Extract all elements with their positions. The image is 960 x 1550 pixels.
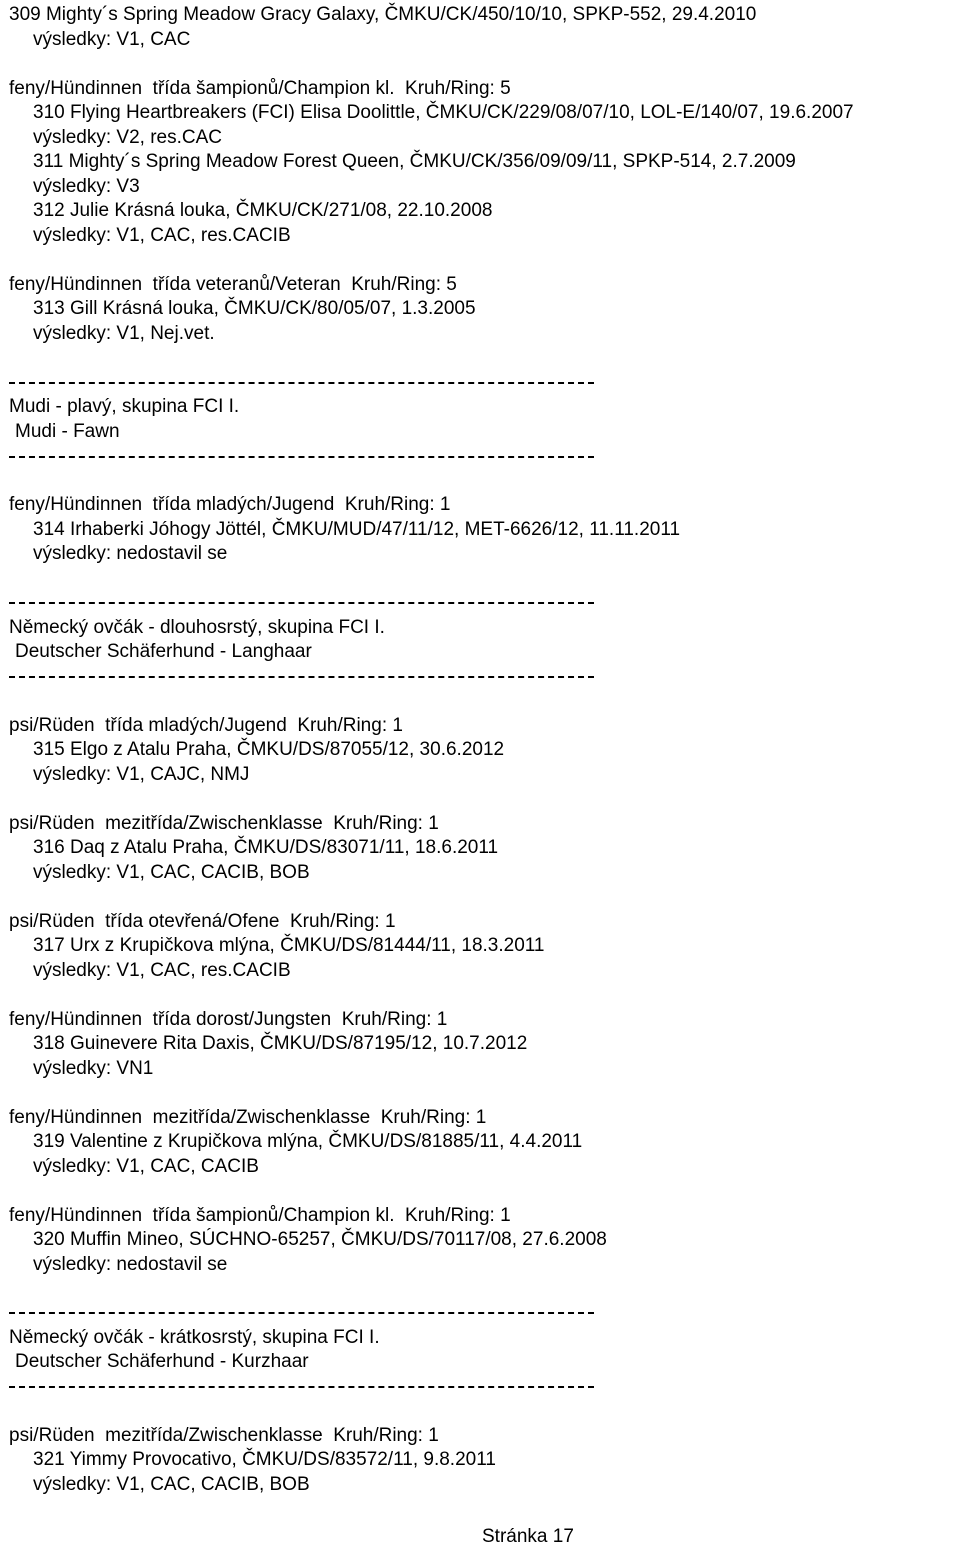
entry-317: 317 Urx z Krupičkova mlýna, ČMKU/DS/81444/11, 18.3.2011 bbox=[33, 935, 545, 956]
result-318: výsledky: VN1 bbox=[33, 1058, 154, 1079]
breed-heading-mudi: Mudi - plavý, skupina FCI I. bbox=[9, 396, 240, 417]
entry-310: 310 Flying Heartbreakers (FCI) Elisa Doolittle, ČMKU/CK/229/08/07/10, LOL-E/140/07, 19.6.2007 bbox=[33, 102, 854, 123]
class-heading-champion-females: feny/Hündinnen třída šampionů/Champion kl. Kruh/Ring: 1 bbox=[9, 1205, 511, 1226]
entry-315: 315 Elgo z Atalu Praha, ČMKU/DS/87055/12, 30.6.2012 bbox=[33, 739, 505, 760]
class-heading-jugend-males: psi/Rüden třída mladých/Jugend Kruh/Ring: 1 bbox=[9, 715, 403, 736]
result-319: výsledky: V1, CAC, CACIB bbox=[33, 1156, 259, 1177]
entry-318: 318 Guinevere Rita Daxis, ČMKU/DS/87195/12, 10.7.2012 bbox=[33, 1033, 528, 1054]
entry-312: 312 Julie Krásná louka, ČMKU/CK/271/08, 22.10.2008 bbox=[33, 200, 493, 221]
result-315: výsledky: V1, CAJC, NMJ bbox=[33, 764, 250, 785]
entry-311: 311 Mighty´s Spring Meadow Forest Queen, ČMKU/CK/356/09/09/11, SPKP-514, 2.7.2009 bbox=[33, 151, 796, 172]
breed-heading-gsd-short: Německý ovčák - krátkosrstý, skupina FCI I. bbox=[9, 1327, 380, 1348]
breed-subheading-gsd-short: Deutscher Schäferhund - Kurzhaar bbox=[15, 1351, 309, 1372]
class-heading-zwischen-males: psi/Rüden mezitřída/Zwischenklasse Kruh/Ring: 1 bbox=[9, 813, 439, 834]
class-heading-jungsten: feny/Hündinnen třída dorost/Jungsten Kruh/Ring: 1 bbox=[9, 1009, 448, 1030]
breed-heading-gsd-long: Německý ovčák - dlouhosrstý, skupina FCI I. bbox=[9, 617, 385, 638]
breed-subheading-gsd-long: Deutscher Schäferhund - Langhaar bbox=[15, 641, 312, 662]
section-divider bbox=[9, 382, 594, 384]
class-heading-champion: feny/Hündinnen třída šampionů/Champion kl. Kruh/Ring: 5 bbox=[9, 78, 511, 99]
section-divider bbox=[9, 1312, 594, 1314]
result-320: výsledky: nedostavil se bbox=[33, 1254, 228, 1275]
entry-321: 321 Yimmy Provocativo, ČMKU/DS/83572/11, 9.8.2011 bbox=[33, 1449, 496, 1470]
entry-320: 320 Muffin Mineo, SÚCHNO-65257, ČMKU/DS/70117/08, 27.6.2008 bbox=[33, 1229, 607, 1250]
class-heading-veteran: feny/Hündinnen třída veteranů/Veteran Kruh/Ring: 5 bbox=[9, 274, 457, 295]
class-heading-zwischen-females: feny/Hündinnen mezitřída/Zwischenklasse Kruh/Ring: 1 bbox=[9, 1107, 487, 1128]
page-number: Stránka 17 bbox=[482, 1526, 574, 1547]
result-311: výsledky: V3 bbox=[33, 176, 140, 197]
result-312: výsledky: V1, CAC, res.CACIB bbox=[33, 225, 291, 246]
result-316: výsledky: V1, CAC, CACIB, BOB bbox=[33, 862, 310, 883]
breed-subheading-mudi: Mudi - Fawn bbox=[15, 421, 120, 442]
class-heading-jugend: feny/Hündinnen třída mladých/Jugend Kruh/Ring: 1 bbox=[9, 494, 451, 515]
entry-309: 309 Mighty´s Spring Meadow Gracy Galaxy, ČMKU/CK/450/10/10, SPKP-552, 29.4.2010 bbox=[9, 4, 757, 25]
section-divider bbox=[9, 602, 594, 604]
result-313: výsledky: V1, Nej.vet. bbox=[33, 323, 215, 344]
class-heading-zwischen-males-short: psi/Rüden mezitřída/Zwischenklasse Kruh/Ring: 1 bbox=[9, 1425, 439, 1446]
entry-314: 314 Irhaberki Jóhogy Jöttél, ČMKU/MUD/47/11/12, MET-6626/12, 11.11.2011 bbox=[33, 519, 681, 540]
entry-313: 313 Gill Krásná louka, ČMKU/CK/80/05/07, 1.3.2005 bbox=[33, 298, 476, 319]
section-divider bbox=[9, 676, 594, 678]
entry-316: 316 Daq z Atalu Praha, ČMKU/DS/83071/11, 18.6.2011 bbox=[33, 837, 499, 858]
section-divider bbox=[9, 1386, 594, 1388]
result-309: výsledky: V1, CAC bbox=[33, 29, 191, 50]
section-divider bbox=[9, 456, 594, 458]
result-314: výsledky: nedostavil se bbox=[33, 543, 228, 564]
result-321: výsledky: V1, CAC, CACIB, BOB bbox=[33, 1474, 310, 1495]
result-317: výsledky: V1, CAC, res.CACIB bbox=[33, 960, 291, 981]
class-heading-open-males: psi/Rüden třída otevřená/Ofene Kruh/Ring: 1 bbox=[9, 911, 396, 932]
result-310: výsledky: V2, res.CAC bbox=[33, 127, 222, 148]
entry-319: 319 Valentine z Krupičkova mlýna, ČMKU/DS/81885/11, 4.4.2011 bbox=[33, 1131, 583, 1152]
